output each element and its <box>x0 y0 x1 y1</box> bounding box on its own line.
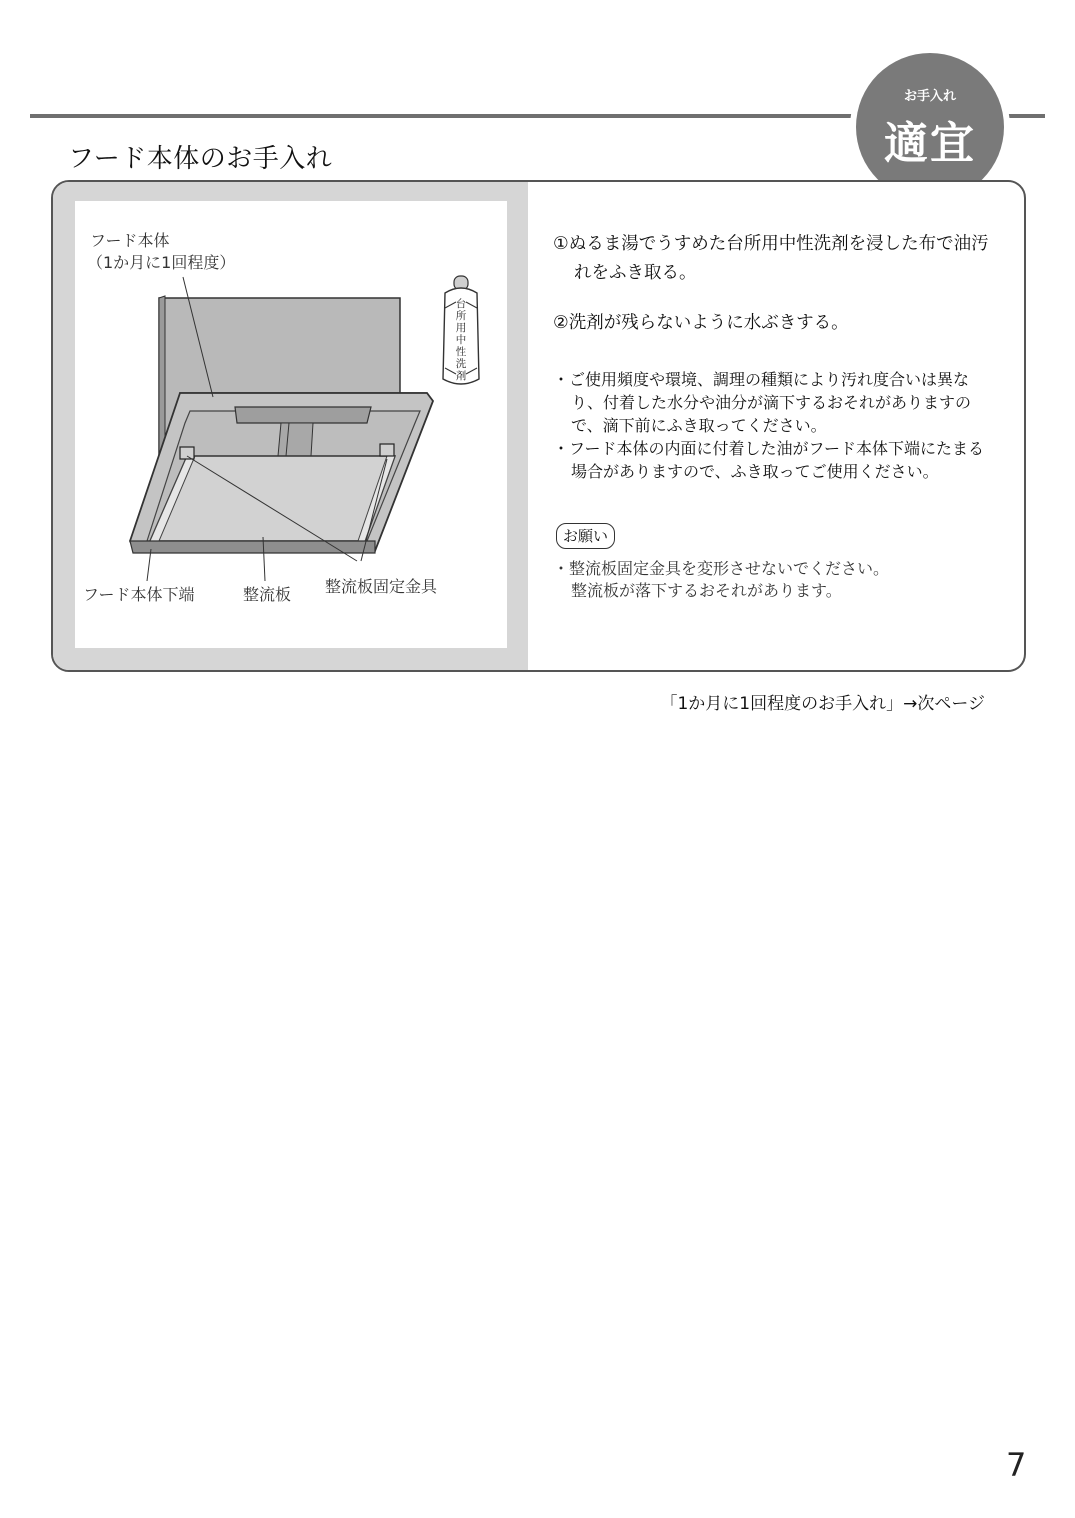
cleaning-steps <box>553 230 1003 338</box>
label-plate-bracket: 整流板固定金具 <box>325 577 438 596</box>
note-1: ・ご使用頻度や環境、調理の種類により汚れ度合いは異なり、付着した水分や油分が滴下するおそれがありますので、滴下前にふき取ってください。 <box>553 370 972 435</box>
hood-slot <box>235 407 371 423</box>
bracket-left <box>180 447 194 459</box>
hood-bottom-edge <box>130 541 375 553</box>
detergent-char: 所 <box>455 310 467 322</box>
detergent-char: 洗 <box>455 358 467 370</box>
illustration-box <box>75 201 507 648</box>
detergent-char: 剤 <box>455 370 467 382</box>
detergent-char: 台 <box>455 298 467 310</box>
label-hood-body: フード本体 <box>90 231 170 250</box>
page-title: フード本体のお手入れ <box>68 144 333 174</box>
content-panel <box>51 180 1026 672</box>
label-rectifier-plate: 整流板 <box>243 585 292 604</box>
badge-circle <box>856 53 1004 201</box>
request-line-2: 整流板が落下するおそれがあります。 <box>571 581 842 600</box>
detergent-char: 性 <box>455 346 467 358</box>
badge-caption: お手入れ <box>903 89 956 104</box>
page-number: 7 <box>1006 1446 1027 1484</box>
next-page-link[interactable]: 「1か月に1回程度のお手入れ」→次ページ <box>660 694 985 714</box>
note-2: ・フード本体の内面に付着した油がフード本体下端にたまる場合がありますので、ふき取ってご使用ください。 <box>553 439 985 481</box>
request-tag: お願い <box>556 523 615 549</box>
detergent-char: 中 <box>455 334 467 346</box>
label-hood-bottom-edge: フード本体下端 <box>83 585 195 604</box>
illustration-area <box>53 182 528 670</box>
step-1: ①ぬるま湯でうすめた台所用中性洗剤を浸した布で油汚れをふき取る。 <box>553 234 989 283</box>
bracket-right <box>380 444 394 456</box>
badge-frequency: 適宜 <box>884 118 976 169</box>
caution-notes <box>553 368 993 483</box>
request-text <box>553 558 993 602</box>
request-line-1: ・整流板固定金具を変形させないでください。 <box>553 559 890 578</box>
step-2: ②洗剤が残らないように水ぶきする。 <box>553 313 849 333</box>
label-hood-frequency: （1か月に1回程度） <box>87 253 236 272</box>
detergent-char: 用 <box>455 322 467 334</box>
